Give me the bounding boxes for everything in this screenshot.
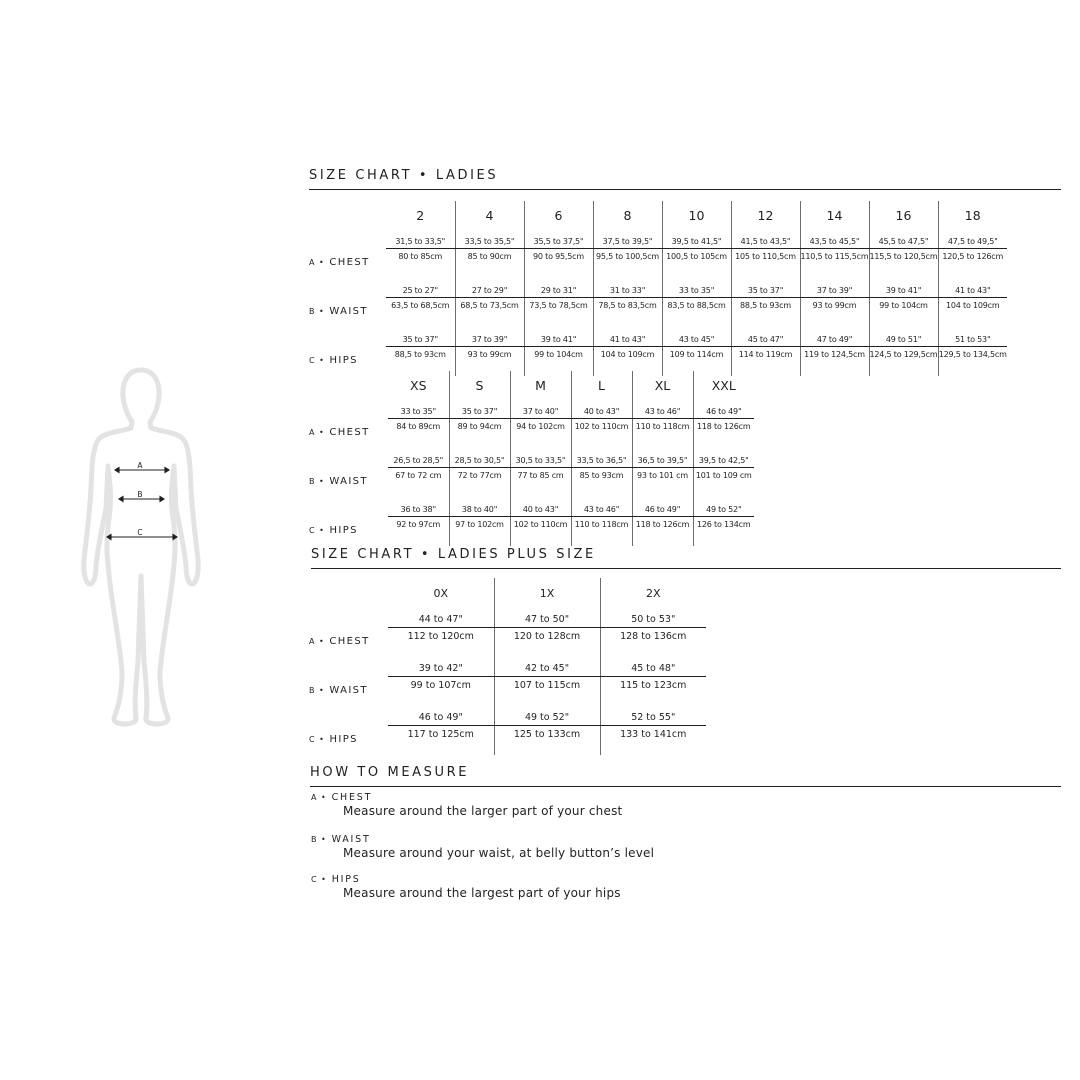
row-name-hips: HIPS <box>329 734 358 745</box>
size-header-4: 4 <box>455 201 524 229</box>
size-header-2: 2 <box>416 207 425 223</box>
size-header-0x: 0X <box>433 586 449 600</box>
hips-inches-12: 45 to 47" <box>731 327 800 347</box>
waist-cm-12: 88,5 to 93cm <box>731 298 800 328</box>
hips-cm-6: 99 to 104cm <box>524 347 593 377</box>
row-prefix-chest: A • <box>309 428 325 437</box>
hips-inches-s: 38 to 40" <box>449 497 510 517</box>
hips-cm-12: 114 to 119cm <box>731 347 800 377</box>
ladies-letter-size-table <box>309 371 754 546</box>
hips-cm-0x: 117 to 125cm <box>407 729 474 740</box>
chest-inches-4: 33,5 to 35,5" <box>455 229 524 249</box>
hips-inches-16: 49 to 51" <box>869 327 938 347</box>
waist-inches-16: 39 to 41" <box>869 278 938 298</box>
waist-inches-14: 37 to 39" <box>800 278 869 298</box>
waist-inches-2x: 45 to 48" <box>600 657 706 677</box>
chest-inches-m: 37 to 40" <box>510 399 571 419</box>
hips-cm-2: 88,5 to 93cm <box>394 350 446 359</box>
waist-inches-xl: 36,5 to 39,5" <box>632 448 693 468</box>
chest-inches-8: 37,5 to 39,5" <box>593 229 662 249</box>
chest-inches-0x: 44 to 47" <box>388 608 494 628</box>
waist-cm-14: 93 to 99cm <box>800 298 869 328</box>
hips-cm-2x: 133 to 141cm <box>600 726 706 756</box>
marker-a: A <box>137 461 143 470</box>
size-header-10: 10 <box>662 201 731 229</box>
size-header-s: S <box>449 371 510 399</box>
row-prefix-waist: B • <box>309 307 325 316</box>
waist-inches-10: 33 to 35" <box>662 278 731 298</box>
howto-waist-name: WAIST <box>331 834 371 845</box>
hips-cm-10: 109 to 114cm <box>662 347 731 377</box>
row-label-hips <box>309 497 388 546</box>
hips-inches-1x: 49 to 52" <box>494 706 600 726</box>
waist-inches-4: 27 to 29" <box>455 278 524 298</box>
waist-cm-s: 72 to 77cm <box>449 468 510 498</box>
size-header-2x: 2X <box>600 578 706 608</box>
plus-section-title <box>311 548 1061 569</box>
waist-inches-xxl: 39,5 to 42,5" <box>693 448 754 468</box>
hips-cm-l: 110 to 118cm <box>571 517 632 547</box>
howto-chest-name: CHEST <box>331 792 373 803</box>
row-label-chest <box>309 229 386 278</box>
size-header-xxl: XXL <box>693 371 754 399</box>
chest-cm-m: 94 to 102cm <box>510 419 571 449</box>
chest-cm-2x: 128 to 136cm <box>600 628 706 658</box>
waist-inches-12: 35 to 37" <box>731 278 800 298</box>
marker-b: B <box>137 490 143 499</box>
howto-chest-prefix: A • <box>311 793 327 802</box>
hips-inches-2x: 52 to 55" <box>600 706 706 726</box>
chest-inches-6: 35,5 to 37,5" <box>524 229 593 249</box>
hips-cm-s: 97 to 102cm <box>449 517 510 547</box>
howto-waist-desc: Measure around your waist, at belly button’s level <box>343 846 655 860</box>
hips-cm-m: 102 to 110cm <box>510 517 571 547</box>
row-name-waist: WAIST <box>329 476 368 487</box>
chest-inches-18: 47,5 to 49,5" <box>938 229 1007 249</box>
howto-hips-prefix: C • <box>311 875 327 884</box>
howto-waist-label <box>311 834 654 845</box>
size-header-12: 12 <box>731 201 800 229</box>
hips-inches-xl: 46 to 49" <box>632 497 693 517</box>
waist-cm-2: 63,5 to 68,5cm <box>391 301 450 310</box>
chest-cm-8: 95,5 to 100,5cm <box>593 249 662 279</box>
size-header-16: 16 <box>869 201 938 229</box>
waist-inches-6: 29 to 31" <box>524 278 593 298</box>
chest-cm-10: 100,5 to 105cm <box>662 249 731 279</box>
chest-inches-2: 31,5 to 33,5" <box>386 229 455 249</box>
hips-inches-8: 41 to 43" <box>593 327 662 347</box>
chest-inches-12: 41,5 to 43,5" <box>731 229 800 249</box>
row-name-hips: HIPS <box>329 355 358 366</box>
row-name-waist: WAIST <box>329 685 368 696</box>
hips-inches-14: 47 to 49" <box>800 327 869 347</box>
waist-inches-18: 41 to 43" <box>938 278 1007 298</box>
row-label-waist <box>309 278 386 327</box>
hips-inches-4: 37 to 39" <box>455 327 524 347</box>
waist-inches-s: 28,5 to 30,5" <box>449 448 510 468</box>
hips-cm-16: 124,5 to 129,5cm <box>869 347 938 377</box>
chest-inches-1x: 47 to 50" <box>494 608 600 628</box>
hips-inches-2: 35 to 37" <box>386 327 455 347</box>
chest-cm-14: 110,5 to 115,5cm <box>800 249 869 279</box>
waist-cm-4: 68,5 to 73,5cm <box>455 298 524 328</box>
row-prefix-hips: C • <box>309 526 325 535</box>
waist-cm-2x: 115 to 123cm <box>600 677 706 707</box>
chest-inches-14: 43,5 to 45,5" <box>800 229 869 249</box>
hips-cm-xl: 118 to 126cm <box>632 517 693 547</box>
size-header-l: L <box>571 371 632 399</box>
row-prefix-chest: A • <box>309 637 325 646</box>
plus-title-text: SIZE CHART • LADIES PLUS SIZE <box>311 547 596 562</box>
waist-cm-8: 78,5 to 83,5cm <box>593 298 662 328</box>
chest-inches-16: 45,5 to 47,5" <box>869 229 938 249</box>
howto-title-text: HOW TO MEASURE <box>310 765 470 780</box>
chest-cm-12: 105 to 110,5cm <box>731 249 800 279</box>
row-label-chest <box>309 399 388 448</box>
howto-section-title <box>310 766 1061 787</box>
ladies-section-title <box>309 169 1061 190</box>
chest-cm-1x: 120 to 128cm <box>494 628 600 658</box>
waist-cm-l: 85 to 93cm <box>571 468 632 498</box>
hips-cm-18: 129,5 to 134,5cm <box>938 347 1007 377</box>
row-name-hips: HIPS <box>329 525 358 536</box>
row-prefix-hips: C • <box>309 356 325 365</box>
howto-chest-desc: Measure around the larger part of your chest <box>343 804 623 818</box>
chest-inches-xl: 43 to 46" <box>632 399 693 419</box>
waist-cm-m: 77 to 85 cm <box>510 468 571 498</box>
waist-cm-xxl: 101 to 109 cm <box>693 468 754 498</box>
size-header-18: 18 <box>938 201 1007 229</box>
header-spacer <box>309 371 388 399</box>
waist-inches-2: 25 to 27" <box>386 278 455 298</box>
waist-inches-xs: 26,5 to 28,5" <box>388 448 449 468</box>
hips-inches-m: 40 to 43" <box>510 497 571 517</box>
body-measurement-figure <box>78 362 204 734</box>
waist-cm-0x: 99 to 107cm <box>410 680 471 691</box>
chest-cm-xl: 110 to 118cm <box>632 419 693 449</box>
chest-inches-2x: 50 to 53" <box>600 608 706 628</box>
marker-c: C <box>137 528 143 537</box>
row-name-chest: CHEST <box>329 427 370 438</box>
chest-cm-6: 90 to 95,5cm <box>524 249 593 279</box>
hips-cm-xs: 92 to 97cm <box>396 520 441 529</box>
ladies-title-text: SIZE CHART • LADIES <box>309 168 499 183</box>
chest-cm-2: 80 to 85cm <box>398 252 443 261</box>
waist-inches-0x: 39 to 42" <box>388 657 494 677</box>
size-header-14: 14 <box>800 201 869 229</box>
waist-inches-m: 30,5 to 33,5" <box>510 448 571 468</box>
howto-hips-desc: Measure around the largest part of your hips <box>343 886 621 900</box>
waist-cm-16: 99 to 104cm <box>869 298 938 328</box>
chest-inches-l: 40 to 43" <box>571 399 632 419</box>
howto-hips-label <box>311 874 621 885</box>
chest-inches-xs: 33 to 35" <box>388 399 449 419</box>
hips-cm-xxl: 126 to 134cm <box>693 517 754 547</box>
size-header-8: 8 <box>593 201 662 229</box>
chest-cm-xxl: 118 to 126cm <box>693 419 754 449</box>
size-header-1x: 1X <box>494 578 600 608</box>
chest-inches-10: 39,5 to 41,5" <box>662 229 731 249</box>
chest-inches-s: 35 to 37" <box>449 399 510 419</box>
row-name-chest: CHEST <box>329 257 370 268</box>
plus-size-table <box>309 578 706 755</box>
ladies-numeric-size-table <box>309 201 1007 376</box>
row-name-waist: WAIST <box>329 306 368 317</box>
howto-waist <box>311 834 654 860</box>
row-label-waist <box>309 448 388 497</box>
chest-cm-16: 115,5 to 120,5cm <box>869 249 938 279</box>
howto-chest-label <box>311 792 622 803</box>
hips-cm-1x: 125 to 133cm <box>494 726 600 756</box>
size-header-6: 6 <box>524 201 593 229</box>
hips-inches-10: 43 to 45" <box>662 327 731 347</box>
row-label-hips <box>309 706 388 755</box>
row-prefix-chest: A • <box>309 258 325 267</box>
row-label-hips <box>309 327 386 376</box>
row-prefix-waist: B • <box>309 686 325 695</box>
chest-cm-xs: 84 to 89cm <box>396 422 441 431</box>
waist-cm-6: 73,5 to 78,5cm <box>524 298 593 328</box>
row-prefix-hips: C • <box>309 735 325 744</box>
waist-inches-l: 33,5 to 36,5" <box>571 448 632 468</box>
chest-cm-0x: 112 to 120cm <box>407 631 474 642</box>
header-spacer <box>309 201 386 229</box>
hips-inches-xs: 36 to 38" <box>388 497 449 517</box>
howto-waist-prefix: B • <box>311 835 327 844</box>
hips-inches-0x: 46 to 49" <box>388 706 494 726</box>
chest-cm-l: 102 to 110cm <box>571 419 632 449</box>
waist-cm-10: 83,5 to 88,5cm <box>662 298 731 328</box>
row-prefix-waist: B • <box>309 477 325 486</box>
size-header-xl: XL <box>632 371 693 399</box>
hips-inches-l: 43 to 46" <box>571 497 632 517</box>
howto-chest <box>311 792 622 818</box>
howto-hips-name: HIPS <box>331 874 361 885</box>
waist-cm-18: 104 to 109cm <box>938 298 1007 328</box>
chest-inches-xxl: 46 to 49" <box>693 399 754 419</box>
row-label-chest <box>309 608 388 657</box>
hips-cm-8: 104 to 109cm <box>593 347 662 377</box>
size-header-m: M <box>510 371 571 399</box>
chest-cm-4: 85 to 90cm <box>455 249 524 279</box>
waist-inches-1x: 42 to 45" <box>494 657 600 677</box>
header-spacer <box>309 578 388 608</box>
hips-cm-14: 119 to 124,5cm <box>800 347 869 377</box>
howto-hips <box>311 874 621 900</box>
hips-inches-xxl: 49 to 52" <box>693 497 754 517</box>
chest-cm-s: 89 to 94cm <box>449 419 510 449</box>
waist-cm-xs: 67 to 72 cm <box>395 471 442 480</box>
row-name-chest: CHEST <box>329 636 370 647</box>
waist-cm-1x: 107 to 115cm <box>494 677 600 707</box>
hips-inches-6: 39 to 41" <box>524 327 593 347</box>
waist-inches-8: 31 to 33" <box>593 278 662 298</box>
waist-cm-xl: 93 to 101 cm <box>632 468 693 498</box>
hips-inches-18: 51 to 53" <box>938 327 1007 347</box>
size-header-xs: XS <box>410 377 427 393</box>
row-label-waist <box>309 657 388 706</box>
chest-cm-18: 120,5 to 126cm <box>938 249 1007 279</box>
hips-cm-4: 93 to 99cm <box>455 347 524 377</box>
